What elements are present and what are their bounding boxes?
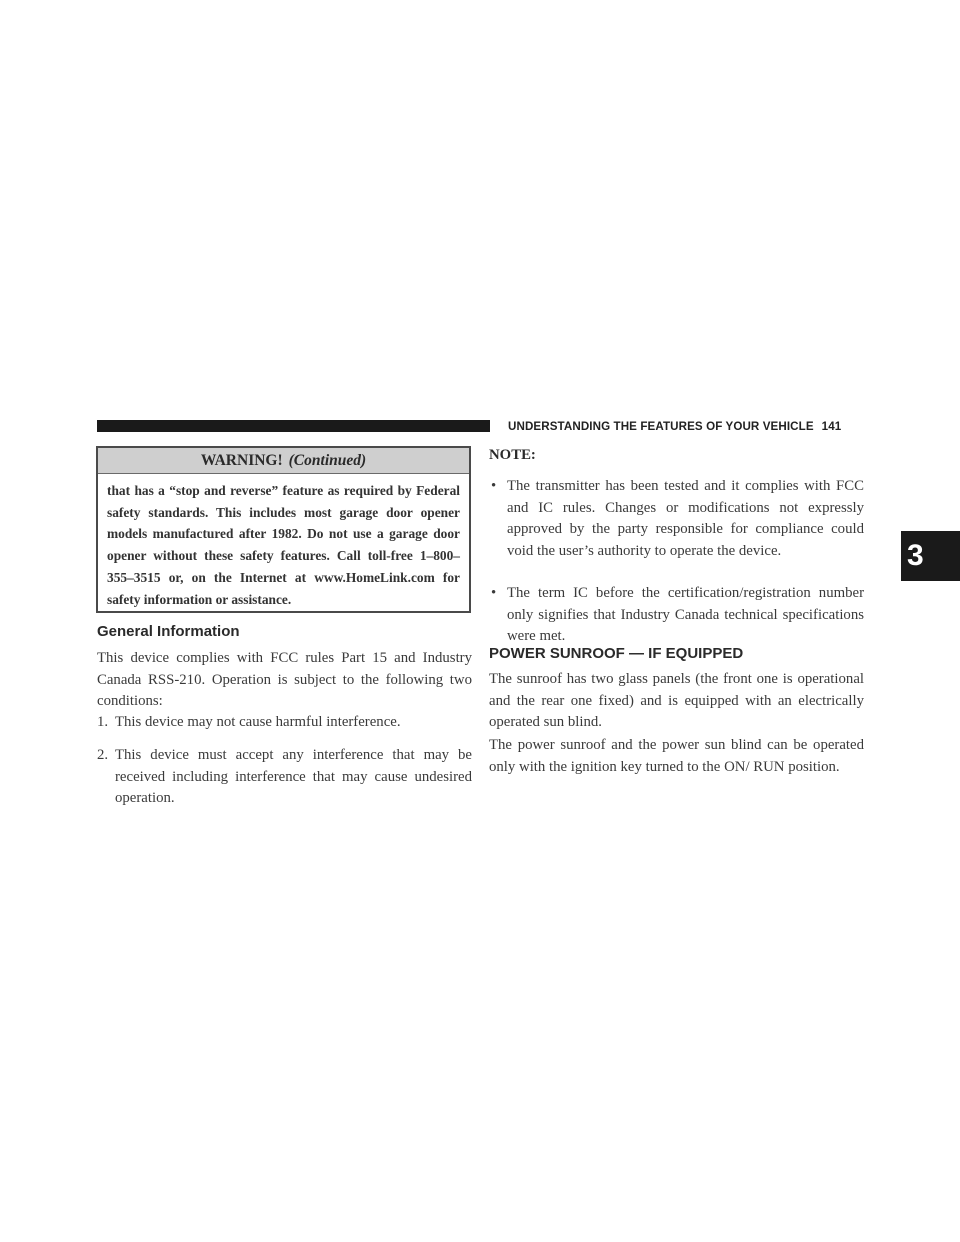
general-info-paragraph: This device complies with FCC rules Part 15 and Industry Canada RSS-210. Operation is subject to the following two conditions: — [97, 650, 472, 709]
section-title: UNDERSTANDING THE FEATURES OF YOUR VEHICLE — [508, 420, 814, 433]
bullet-icon: • — [491, 478, 497, 494]
sunroof-paragraph: The power sunroof and the power sun blind can be operated only with the ignition key turned to the ON/ RUN position. — [489, 737, 864, 775]
note-label-block — [489, 444, 864, 464]
sunroof-paragraph-1 — [489, 669, 864, 734]
warning-text: that has a “stop and reverse” feature as required by Federal safety standards. This includes most garage door opener models manufactured after 1982. Do not use a garage door opener without these safety features. Call toll-free 1–800–355–3515 or, on the Internet at www.HomeLink.com for safety information or assistance. — [107, 483, 460, 607]
warning-box — [96, 446, 471, 613]
warning-continued: (Continued) — [288, 452, 367, 469]
warning-heading — [98, 448, 469, 474]
bullet-icon: • — [491, 585, 497, 601]
condition-item-2 — [97, 745, 472, 810]
header-rule — [97, 420, 490, 432]
warning-label: WARNING! — [200, 452, 283, 469]
general-info-section — [97, 622, 472, 641]
chapter-tab — [901, 531, 960, 581]
note-bullet-1 — [489, 476, 864, 562]
note-bullet-2 — [489, 583, 864, 648]
bullet-text: The transmitter has been tested and it complies with FCC and IC rules. Changes or modifications not expressly approved by the party responsible for compliance could void the user’s authority to operate the device. — [507, 478, 864, 559]
note-label: NOTE: — [489, 447, 536, 463]
item-text: This device must accept any interference that may be received including interference that may cause undesired operation. — [115, 747, 472, 806]
condition-item-1 — [97, 712, 472, 734]
list-item — [97, 745, 472, 810]
sunroof-heading: POWER SUNROOF — IF EQUIPPED — [489, 645, 744, 662]
page-number: 141 — [821, 420, 842, 433]
list-item — [489, 583, 864, 648]
item-text: This device may not cause harmful interference. — [115, 714, 401, 730]
bullet-text: The term IC before the certification/registration number only signifies that Industry Canada technical specifications were met. — [507, 585, 864, 644]
list-item — [97, 712, 472, 734]
sunroof-heading-block — [489, 644, 864, 663]
running-header — [508, 419, 841, 435]
general-info-heading: General Information — [97, 623, 240, 640]
item-number: 1. — [97, 714, 109, 730]
sunroof-paragraph-2 — [489, 735, 864, 778]
sunroof-paragraph: The sunroof has two glass panels (the front one is operational and the rear one fixed) and is equipped with an electrically operated sun blind. — [489, 671, 864, 730]
item-number: 2. — [97, 747, 109, 763]
general-info-paragraph-block — [97, 648, 472, 713]
list-item — [489, 476, 864, 562]
chapter-number: 3 — [907, 539, 924, 572]
